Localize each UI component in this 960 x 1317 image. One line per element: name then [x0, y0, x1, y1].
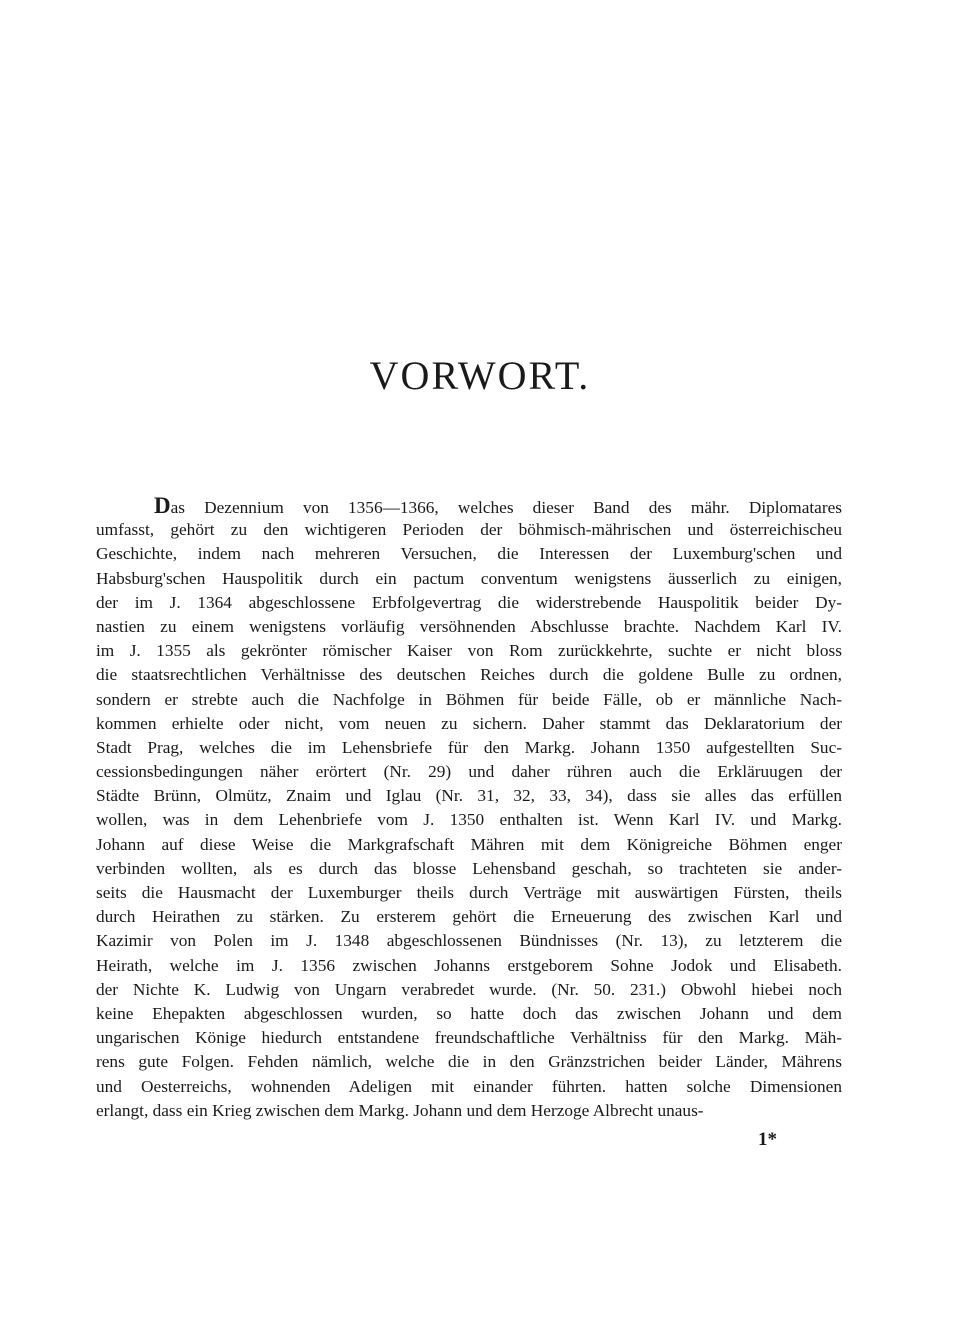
page-title: VORWORT.	[369, 353, 591, 398]
text-line: rens gute Folgen. Fehden nämlich, welche die in den Gränzstrichen beider Länder, Mährens	[96, 1052, 842, 1072]
signature-mark: 1*	[758, 1129, 777, 1150]
text-line: der Nichte K. Ludwig von Ungarn verabredet wurde. (Nr. 50. 231.) Obwohl hiebei noch	[96, 979, 842, 999]
text-line: seits die Hausmacht der Luxemburger theils durch Verträge mit auswärtigen Fürsten, theils	[96, 883, 842, 902]
text-line: umfasst, gehört zu den wichtigeren Perioden der böhmisch-mährischen und österreichischeu	[96, 520, 842, 540]
text-line: und Oesterreichs, wohnenden Adeligen mit einander führten. hatten solche Dimensionen	[96, 1076, 842, 1096]
text-line: ungarischen Könige hiedurch entstandene freundschaftliche Verhältniss für den Markg. Mäh-	[96, 1028, 842, 1048]
text-line: Kazimir von Polen im J. 1348 abgeschlossenen Bündnisses (Nr. 13), zu letzterem die	[96, 931, 842, 951]
text-line: keine Ehepakten abgeschlossen wurden, so hatte doch das zwischen Johann und dem	[96, 1003, 842, 1023]
text-line: Städte Brünn, Olmütz, Znaim und Iglau (Nr. 31, 32, 33, 34), dass sie alles das erfüllen	[96, 786, 842, 806]
text-line: die staatsrechtlichen Verhältnisse des deutschen Reiches durch die goldene Bulle zu ordnen,	[96, 665, 842, 685]
text-line: nastien zu einem wenigstens vorläufig versöhnenden Abschlusse brachte. Nachdem Karl IV.	[96, 616, 842, 636]
text-line: Habsburg'schen Hauspolitik durch ein pactum conventum wenigstens äusserlich zu einigen,	[96, 568, 842, 588]
text-line: Stadt Prag, welches die im Lehensbriefe für den Markg. Johann 1350 aufgestellten Suc-	[96, 737, 842, 757]
text-line: der im J. 1364 abgeschlossene Erbfolgevertrag die widerstrebende Hauspolitik beider Dy-	[96, 592, 842, 612]
text-line: sondern er strebte auch die Nachfolge in Böhmen für beide Fälle, ob er männliche Nach-	[96, 689, 842, 709]
first-line-text: as Dezennium von 1356—1366, welches dieser Band des mähr. Diplomatares	[170, 498, 842, 517]
text-line: im J. 1355 als gekrönter römischer Kaiser von Rom zurückkehrte, suchte er nicht bloss	[96, 641, 842, 661]
text-line: Geschichte, indem nach mehreren Versuchen, die Interessen der Luxemburg'schen und	[96, 544, 842, 564]
initial-letter: D	[154, 494, 171, 518]
text-line: Heirath, welche im J. 1356 zwischen Johanns erstgeborem Sohne Jodok und Elisabeth.	[96, 955, 842, 975]
text-line: Johann auf diese Weise die Markgrafschaft Mähren mit dem Königreiche Böhmen enger	[96, 834, 842, 854]
text-line: verbinden wollten, als es durch das blosse Lehensband geschah, so trachteten sie ander-	[96, 858, 842, 878]
text-line: kommen erhielte oder nicht, vom neuen zu sichern. Daher stammt das Deklaratorium der	[96, 713, 842, 733]
text-line: durch Heirathen zu stärken. Zu ersterem gehört die Erneuerung des zwischen Karl und	[96, 907, 842, 927]
paragraph-lines	[96, 518, 842, 1123]
text-line: erlangt, dass ein Krieg zwischen dem Markg. Johann und dem Herzoge Albrecht unaus-	[96, 1100, 704, 1120]
preface-body	[96, 494, 842, 1123]
text-line: wollen, was in dem Lehenbriefe vom J. 1350 enthalten ist. Wenn Karl IV. und Markg.	[96, 810, 842, 830]
paragraph-first-line	[96, 494, 842, 518]
text-line: cessionsbedingungen näher erörtert (Nr. 29) und daher rühren auch die Erkläruugen der	[96, 762, 842, 782]
